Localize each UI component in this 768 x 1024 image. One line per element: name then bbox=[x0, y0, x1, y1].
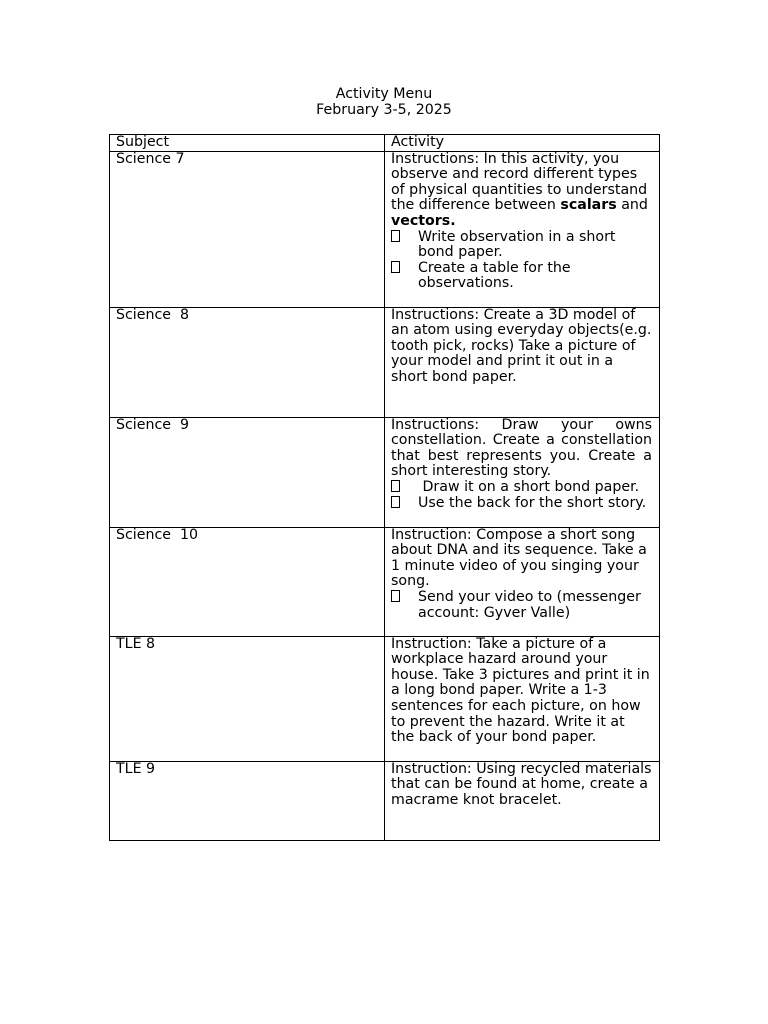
header-subject: Subject bbox=[110, 135, 385, 152]
list-item: Use the back for the short story. bbox=[391, 496, 652, 512]
activity-cell bbox=[385, 307, 660, 417]
list-item: Send your video to (messenger account: Gyver Valle) bbox=[391, 590, 652, 621]
header-activity: Activity bbox=[385, 135, 660, 152]
list-item: Write observation in a short bond paper. bbox=[391, 230, 652, 261]
list-item: Draw it on a short bond paper. bbox=[391, 480, 652, 496]
table-row bbox=[110, 636, 660, 761]
title-block bbox=[0, 87, 768, 118]
subject-cell: TLE 9 bbox=[110, 761, 385, 840]
subject-cell: TLE 8 bbox=[110, 636, 385, 761]
table-header-row bbox=[110, 135, 660, 152]
bullet-glyph-icon bbox=[391, 230, 418, 261]
activity-cell bbox=[385, 636, 660, 761]
instruction-text: Instruction: Take a picture of a workplace hazard around your house. Take 3 pictures and print it in a long bond paper. Write a 1-3 sentences for each picture, on how to prevent the hazard. Write it at the back of your bond paper. bbox=[391, 635, 650, 746]
subject-cell: Science 9 bbox=[110, 417, 385, 527]
bullet-glyph-icon bbox=[391, 261, 418, 292]
list-item: Create a table for the observations. bbox=[391, 261, 652, 292]
activity-cell bbox=[385, 151, 660, 307]
instruction-text: Instruction: Compose a short song about DNA and its sequence. Take a 1 minute video of you singing your song. bbox=[391, 526, 647, 590]
table-row bbox=[110, 307, 660, 417]
table-row bbox=[110, 151, 660, 307]
activity-table bbox=[109, 134, 660, 841]
bullet-glyph-icon bbox=[391, 480, 418, 496]
subject-cell: Science 7 bbox=[110, 151, 385, 307]
instruction-text: Instructions: In this activity, you observe and record different types of physical quantities to understand the difference between scalars and vectors. bbox=[391, 150, 648, 229]
activity-cell bbox=[385, 527, 660, 636]
table-row bbox=[110, 761, 660, 840]
table-row bbox=[110, 417, 660, 527]
bullet-glyph-icon bbox=[391, 590, 418, 621]
instruction-text: Instructions: Draw your owns constellation. Create a constellation that best represents you. Create a short interesting story. bbox=[391, 416, 652, 480]
subject-cell: Science 10 bbox=[110, 527, 385, 636]
subject-cell: Science 8 bbox=[110, 307, 385, 417]
instruction-text: Instruction: Using recycled materials that can be found at home, create a macrame knot bracelet. bbox=[391, 760, 652, 808]
activity-cell bbox=[385, 417, 660, 527]
activity-cell bbox=[385, 761, 660, 840]
instruction-text: Instructions: Create a 3D model of an atom using everyday objects(e.g. tooth pick, rocks) Take a picture of your model and print it out in a short bond paper. bbox=[391, 306, 652, 385]
bullet-glyph-icon bbox=[391, 496, 418, 512]
document-title: Activity Menu bbox=[335, 86, 433, 102]
document-date: February 3-5, 2025 bbox=[316, 101, 452, 118]
table-row bbox=[110, 527, 660, 636]
